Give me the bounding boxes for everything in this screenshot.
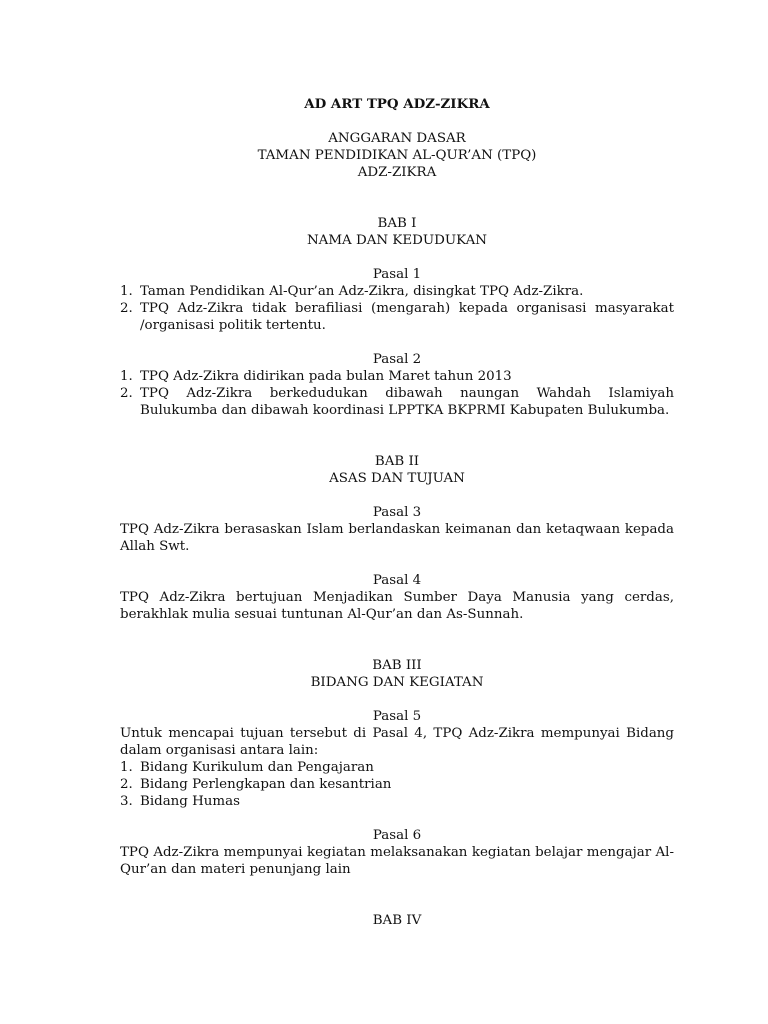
list-item-number: 2. [120,386,133,401]
pasal-1-label: Pasal 1 [372,267,422,282]
heading-line-1: ANGGARAN DASAR [328,131,466,146]
list-item [120,300,674,334]
list-item-text: TPQ Adz-Zikra tidak berafiliasi (mengarah) kepada organisasi masyarakat /organisasi politik tertentu. [140,301,674,333]
pasal-2-list [120,368,674,419]
document-title: AD ART TPQ ADZ-ZIKRA [304,96,490,112]
list-item-text: TPQ Adz-Zikra didirikan pada bulan Maret tahun 2013 [140,369,512,384]
list-item-text: TPQ Adz-Zikra berkedudukan dibawah naungan Wahdah Islamiyah Bulukumba dan dibawah koordinasi LPPTKA BKPRMI Kabupaten Bulukumba. [140,386,674,418]
pasal-5-label: Pasal 5 [372,709,422,724]
pasal-6-text: TPQ Adz-Zikra mempunyai kegiatan melaksanakan kegiatan belajar mengajar Al-Qur’an dan materi penunjang lain [120,845,674,877]
pasal-3-label: Pasal 3 [372,505,422,520]
list-item-number: 2. [120,777,133,792]
document-body [120,96,674,929]
bab-4-number: BAB IV [372,913,422,928]
pasal-4-text: TPQ Adz-Zikra bertujuan Menjadikan Sumber Daya Manusia yang cerdas, berakhlak mulia sesuai tuntunan Al-Qur’an dan As-Sunnah. [120,590,674,622]
list-item-number: 1. [120,760,133,775]
bab-3-number: BAB III [372,658,422,673]
bab-1-number: BAB I [377,216,417,231]
bab-2-name: ASAS DAN TUJUAN [329,471,465,486]
list-item [120,759,674,776]
pasal-5-list [120,759,674,810]
pasal-5-intro: Untuk mencapai tujuan tersebut di Pasal 4, TPQ Adz-Zikra mempunyai Bidang dalam organisasi antara lain: [120,726,674,758]
document-heading [120,130,674,181]
list-item-number: 1. [120,284,133,299]
list-item [120,793,674,810]
list-item-text: Bidang Kurikulum dan Pengajaran [140,760,374,775]
pasal-6-label: Pasal 6 [372,828,422,843]
heading-line-2: TAMAN PENDIDIKAN AL-QUR’AN (TPQ) [257,148,537,163]
heading-line-3: ADZ-ZIKRA [357,165,437,180]
list-item-number: 3. [120,794,133,809]
list-item [120,368,674,385]
list-item [120,776,674,793]
pasal-3-text: TPQ Adz-Zikra berasaskan Islam berlandaskan keimanan dan ketaqwaan kepada Allah Swt. [120,522,674,554]
pasal-2-label: Pasal 2 [372,352,422,367]
list-item-text: Bidang Perlengkapan dan kesantrian [140,777,392,792]
list-item [120,283,674,300]
bab-3-name: BIDANG DAN KEGIATAN [310,675,484,690]
bab-2-number: BAB II [374,454,420,469]
list-item [120,385,674,419]
bab-1-name: NAMA DAN KEDUDUKAN [306,233,488,248]
list-item-number: 1. [120,369,133,384]
list-item-text: Bidang Humas [140,794,240,809]
pasal-4-label: Pasal 4 [372,573,422,588]
pasal-1-list [120,283,674,334]
list-item-text: Taman Pendidikan Al-Qur’an Adz-Zikra, disingkat TPQ Adz-Zikra. [140,284,584,299]
list-item-number: 2. [120,301,133,316]
